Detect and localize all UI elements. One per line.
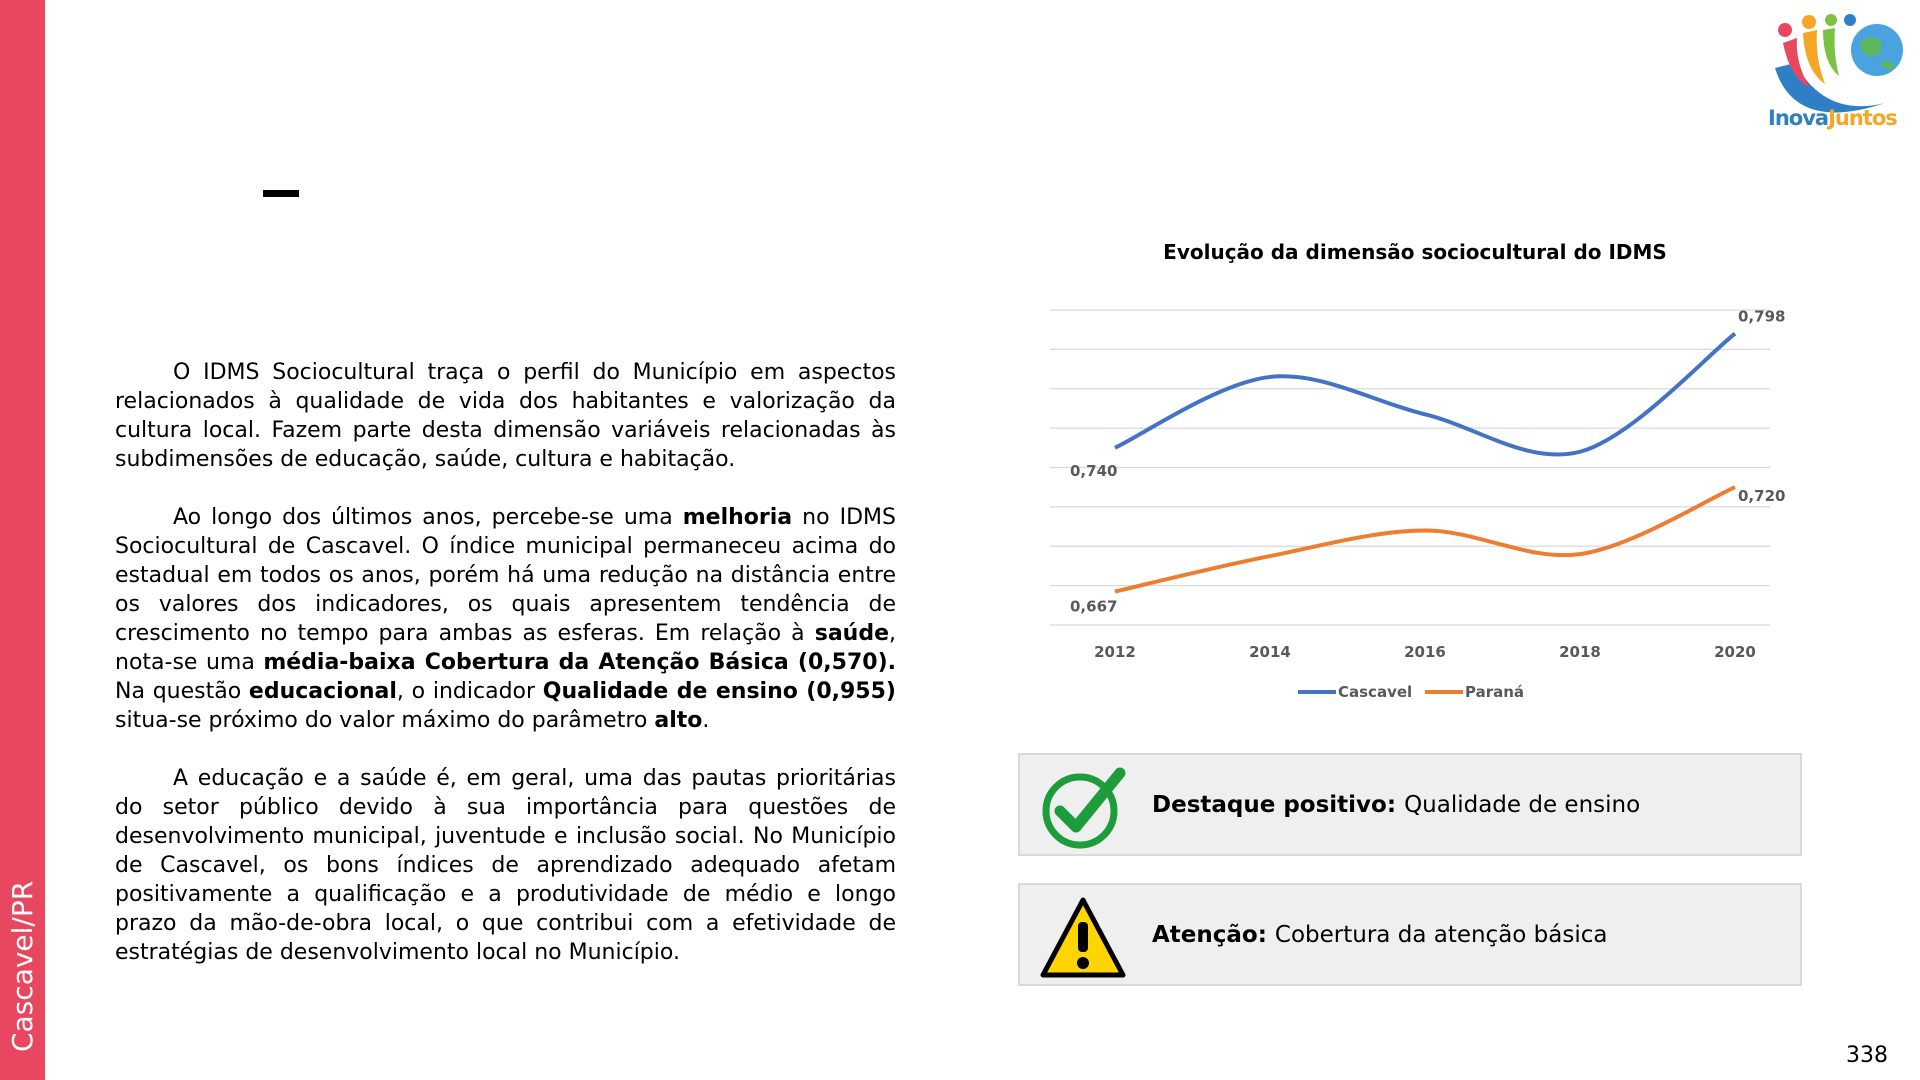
data-label: 0,720	[1738, 487, 1786, 506]
bold-text: melhoria	[682, 505, 793, 530]
warning-icon	[1040, 895, 1126, 981]
check-icon	[1040, 765, 1126, 851]
positive-highlight-label: Destaque positivo:	[1152, 791, 1397, 818]
x-tick-label: 2020	[1714, 643, 1756, 661]
data-label: 0,667	[1070, 597, 1118, 616]
positive-highlight-text: Qualidade de ensino	[1404, 791, 1641, 818]
page-number: 338	[1846, 1043, 1888, 1068]
text-run: Ao longo dos últimos anos, percebe-se uma	[173, 505, 683, 530]
x-tick-label: 2014	[1249, 643, 1291, 661]
line-chart	[1020, 285, 1810, 725]
legend-label: Cascavel	[1338, 683, 1413, 701]
title-dash	[263, 190, 299, 197]
chart-title: Evolução da dimensão sociocultural do IDMS	[1163, 240, 1667, 264]
text-run: situa-se próximo do valor máximo do parâmetro	[115, 708, 655, 733]
data-label: 0,798	[1738, 307, 1786, 326]
text-run: , nota-se uma	[115, 621, 896, 675]
sidebar	[0, 0, 45, 1080]
legend-label: Paraná	[1465, 683, 1525, 701]
bold-text: saúde	[814, 621, 889, 646]
paragraph	[115, 764, 896, 967]
logo-text: InovaJuntos	[1768, 106, 1897, 130]
bold-text: educacional	[248, 679, 397, 704]
series-line-cascavel	[1115, 334, 1735, 455]
attention-highlight-text: Cobertura da atenção básica	[1274, 921, 1608, 948]
text-run: , o indicador	[396, 679, 543, 704]
x-tick-label: 2018	[1559, 643, 1601, 661]
bold-text: Qualidade de ensino (0,955)	[542, 679, 896, 704]
sidebar-label: Cascavel/PR	[6, 880, 39, 1052]
text-run: O IDMS Sociocultural traça o perfil do Município em aspectos relacionados à qualidade de vida dos habitantes e valorização da cultura local. Fazem parte desta dimensão variáveis relacionadas às subdimensões de educação, saúde, cultura e habitação.	[115, 360, 896, 472]
attention-highlight-card	[1018, 883, 1802, 986]
bold-text: média-baixa Cobertura da Atenção Básica (0,570).	[263, 650, 896, 675]
paragraph	[115, 358, 896, 474]
bold-text: alto	[654, 708, 703, 733]
text-run: no IDMS Sociocultural de Cascavel. O índice municipal permaneceu acima do estadual em todos os anos, porém há uma redução na distância entre os valores dos indicadores, os quais apresentem tendência de crescimento no tempo para ambas as esferas. Em relação à	[115, 505, 897, 646]
series-line-paraná	[1115, 487, 1735, 591]
body-text	[115, 358, 896, 996]
data-label: 0,740	[1070, 461, 1118, 480]
x-tick-label: 2016	[1404, 643, 1446, 661]
positive-highlight-card	[1018, 753, 1802, 856]
text-run: Na questão	[115, 679, 249, 704]
x-tick-label: 2012	[1094, 643, 1136, 661]
paragraph	[115, 503, 896, 735]
attention-highlight-label: Atenção:	[1152, 921, 1267, 948]
text-run: A educação e a saúde é, em geral, uma das pautas prioritárias do setor público devido à sua importância para questões de desenvolvimento municipal, juventude e inclusão social. No Município de Cascavel, os bons índices de aprendizado adequado afetam positivamente a qualificação e a produtividade de médio e longo prazo da mão-de-obra local, o que contribui com a efetividade de estratégias de desenvolvimento local no Município.	[115, 766, 896, 965]
text-run: .	[702, 708, 710, 733]
